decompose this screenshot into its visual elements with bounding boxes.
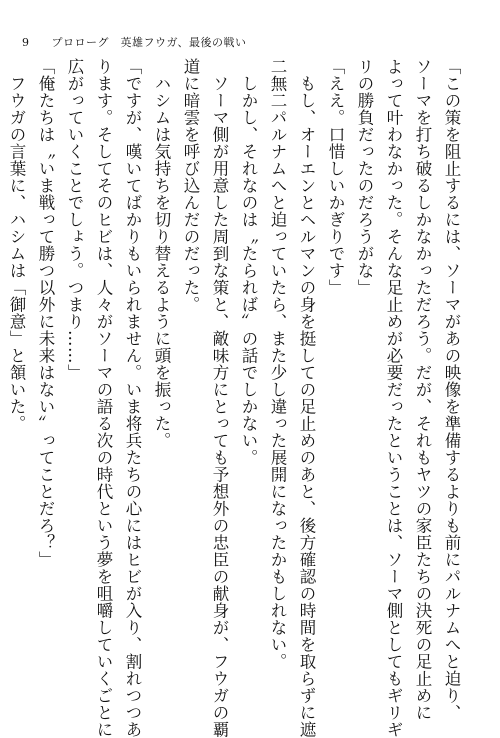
text-line: 「ですが、嘆いてばかりもいられません。いま将兵たちの心にはヒビが入り、割れつつあ [123,58,142,738]
text-line: 広がっていくことでしょう。つまり……」 [65,58,84,381]
page-header [22,34,247,50]
text-line: ソーマを打ち破るしかなかっただろう。だが、それもヤツの家臣たちの決死の足止めに [413,58,432,721]
text-line: 「この策を阻止するには、ソーマがあの映像を準備するよりも前にパルナムへと迫り、 [442,58,461,721]
running-title: プロローグ 英雄フウガ、最後の戦い [51,36,247,49]
vertical-body-text [0,58,466,738]
text-line: もし、オーエンとヘルマンの身を挺しての足止めのあと、後方確認の時間を取らずに遮 [297,58,316,738]
text-line: よって叶わなかった。そんな足止めが必要だったということは、ソーマ側としてもギリギ [384,58,403,738]
text-line: ハシムは気持ちを切り替えるように頭を振った。 [152,58,171,449]
text-line: しかし、それなのは〝たられば〟の話でしかない。 [239,58,258,466]
text-line: 二無二パルナムへと迫っていたら、また少し違った展開になったかもしれない。 [268,58,287,670]
text-line: リの勝負だったのだろうがな」 [355,58,374,296]
text-line: 「俺たちは〝いま戦って勝つ以外に未来はない〟ってことだろ？」 [36,58,55,568]
text-line: ソーマ側が用意した周到な策と、敵味方にとっても予想外の忠臣の献身が、フウガの覇 [210,58,229,738]
text-line: 「ええ。口惜しいかぎりです」 [326,58,345,296]
page-number: 9 [22,36,30,49]
text-line [0,58,2,686]
text-line: ります。そしてそのヒビは、人々がソーマの語る次の時代という夢を咀嚼していくごとに [94,58,113,738]
text-line: フウガの言葉に、ハシムは「御意」と頷いた。 [7,58,26,432]
text-line: 道に暗雲を呼び込んだのだった。 [181,58,200,313]
